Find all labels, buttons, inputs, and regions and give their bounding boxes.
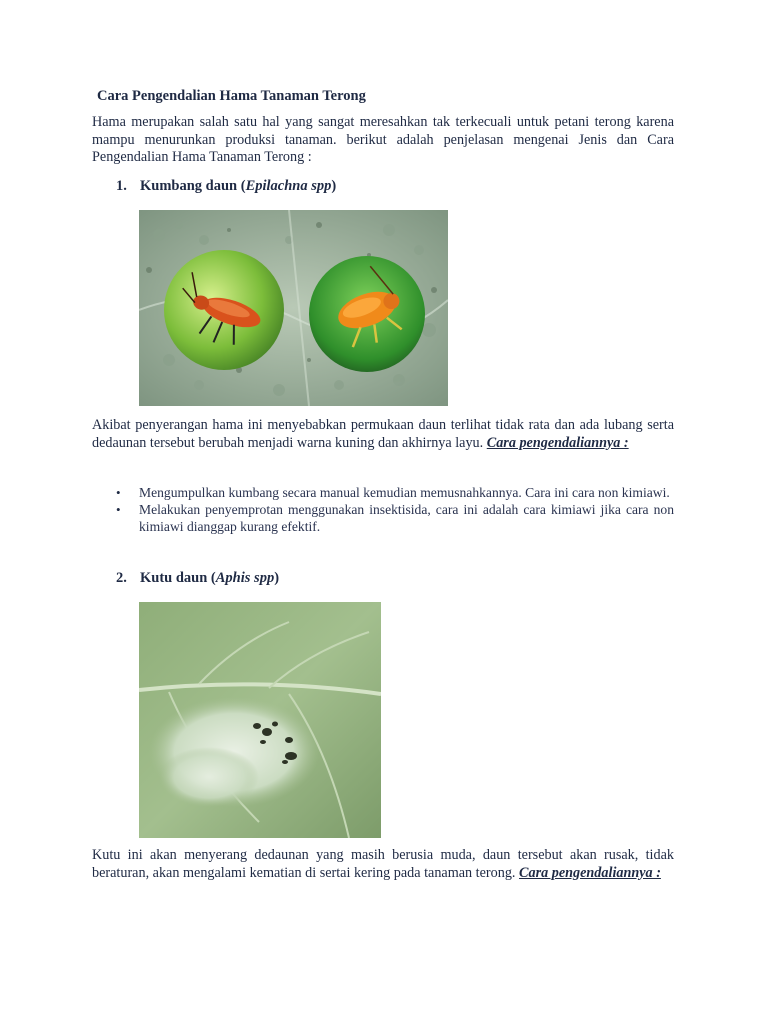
section-1-description-text: Akibat penyerangan hama ini menyebabkan permukaan daun terlihat tidak rata dan ada lubang serta dedaunan tersebut berubah menjadi warna kuning dan akhirnya layu.	[92, 417, 674, 451]
section-1-control-label[interactable]: Cara pengendaliannya :	[486, 434, 629, 451]
section-2-scientific-name: Aphis spp	[215, 570, 275, 586]
section-2-name-suffix: )	[274, 570, 280, 586]
document-title: Cara Pengendalian Hama Tanaman Terong	[97, 88, 366, 104]
section-1-name-suffix: )	[331, 178, 337, 194]
section-2-name-prefix: Kutu daun (	[140, 570, 216, 586]
section-2-heading	[116, 570, 279, 587]
list-item	[116, 484, 674, 501]
section-1-name-prefix: Kumbang daun (	[140, 178, 246, 194]
section-1-description	[92, 417, 674, 452]
section-1-number: 1.	[116, 178, 127, 194]
control-method-text: Melakukan penyemprotan menggunakan insektisida, cara ini adalah cara kimiawi jika cara non kimiawi dianggap kurang efektif.	[139, 502, 674, 534]
section-1-scientific-name: Epilachna spp	[245, 178, 332, 194]
bullet-icon: •	[116, 485, 121, 500]
section-2-control-label[interactable]: Cara pengendaliannya :	[519, 864, 661, 881]
leaf-beetle-photo	[139, 210, 448, 406]
section-2-number: 2.	[116, 570, 127, 586]
section-2-description	[92, 847, 674, 882]
intro-paragraph: Hama merupakan salah satu hal yang sangat meresahkan tak terkecuali untuk petani terong karena mampu menurunkan produksi tanaman. berikut adalah penjelasan mengenai Jenis dan Cara Pengendalian Hama Tanaman Terong :	[92, 114, 674, 165]
control-method-text: Mengumpulkan kumbang secara manual kemudian memusnahkannya. Cara ini cara non kimiawi.	[139, 485, 670, 500]
section-2-description-text: Kutu ini akan menyerang dedaunan yang masih berusia muda, daun tersebut akan rusak, tidak beraturan, akan mengalami kematian di sertai kering pada tanaman terong.	[92, 847, 674, 881]
section-1-heading	[116, 178, 336, 195]
aphid-leaf-photo	[139, 602, 381, 838]
list-item	[116, 501, 674, 535]
control-methods-list	[116, 484, 674, 535]
bullet-icon: •	[116, 502, 121, 517]
